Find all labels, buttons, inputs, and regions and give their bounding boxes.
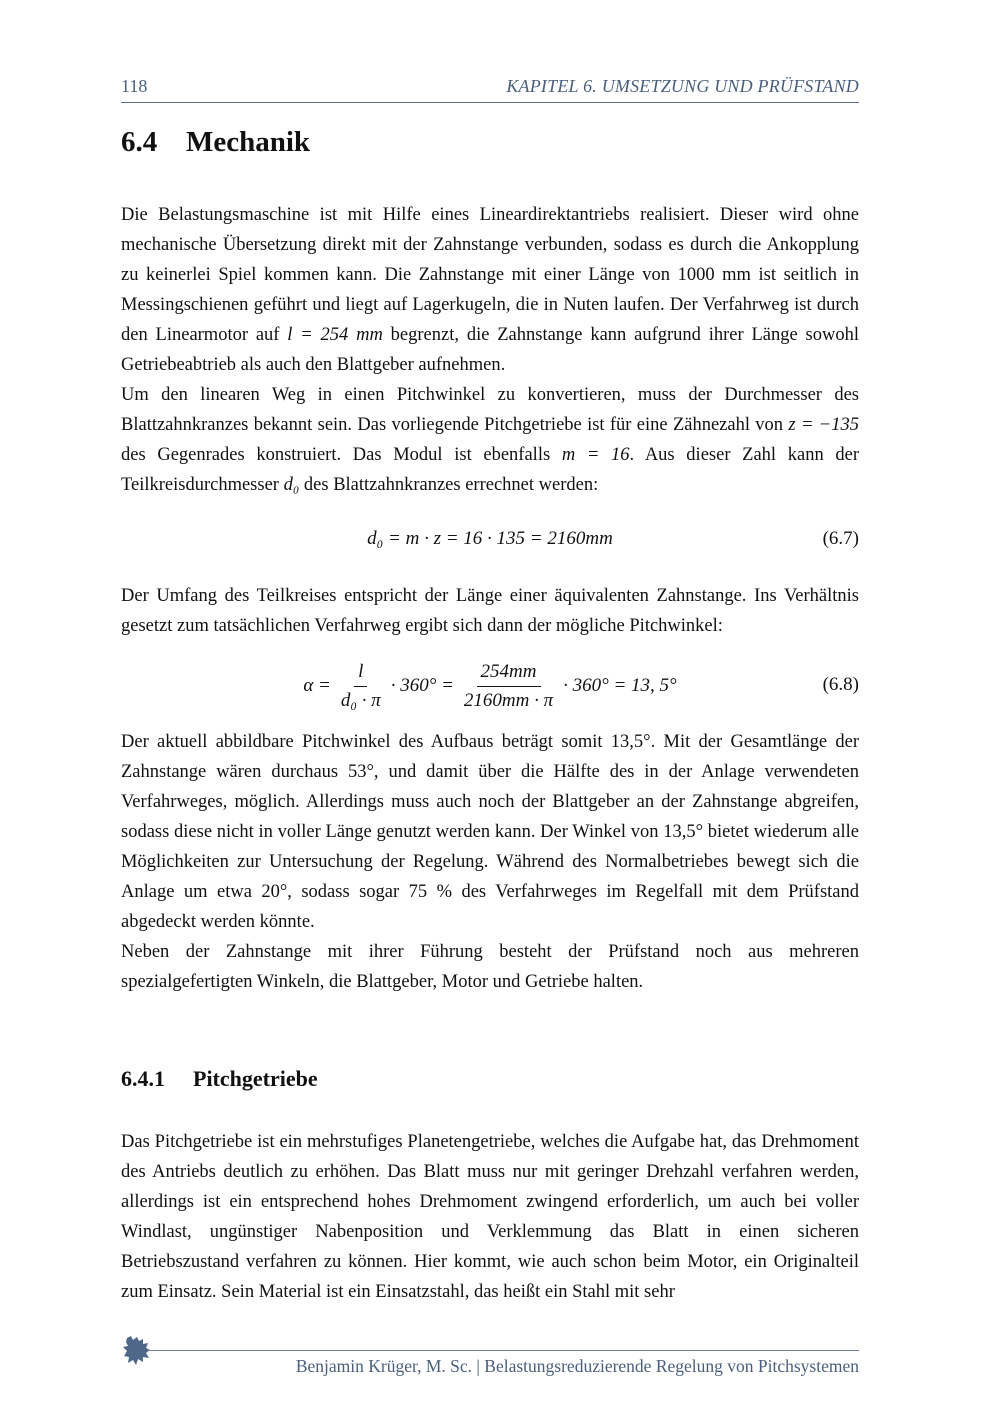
footer-rule bbox=[147, 1350, 859, 1351]
eq8-frac1-denominator: d₀ · π bbox=[340, 689, 381, 711]
eq8-fraction-2 bbox=[460, 660, 557, 713]
para1-text-b: begrenzt, die Zahnstange kann aufgrund ihrer Länge sowohl Getriebeabtrieb als auch den Blattgeber aufnehmen. bbox=[121, 325, 859, 375]
eq8-fraction-1 bbox=[337, 660, 385, 713]
paragraph-circumference: Der Umfang des Teilkreises entspricht der Länge einer äquivalenten Zahnstange. Ins Verhältnis gesetzt zum tatsächlichen Verfahrweg ergibt sich dann der mögliche Pitchwinkel: bbox=[121, 586, 859, 636]
page-header bbox=[121, 76, 859, 103]
paragraph-diameter bbox=[121, 380, 859, 500]
section-heading bbox=[121, 126, 310, 159]
paragraph-test-bench: Neben der Zahnstange mit ihrer Führung besteht der Prüfstand noch aus mehreren spezialgefertigten Winkeln, die Blattgeber, Motor und Getriebe halten. bbox=[121, 942, 859, 992]
equation-6-7-number: (6.7) bbox=[822, 528, 859, 549]
inline-math-module: m = 16 bbox=[561, 445, 630, 465]
subsection-title: Pitchgetriebe bbox=[193, 1066, 318, 1091]
heraldic-lion-logo-icon bbox=[121, 1334, 153, 1368]
inline-math-teeth: z = −135 bbox=[788, 415, 859, 435]
running-chapter-title: KAPITEL 6. UMSETZUNG UND PRÜFSTAND bbox=[506, 76, 859, 96]
equation-6-8-number: (6.8) bbox=[822, 674, 859, 695]
eq8-mid: · 360° = bbox=[390, 675, 454, 696]
eq8-frac2-denominator: 2160mm · π bbox=[463, 689, 554, 711]
page-number: 118 bbox=[121, 76, 148, 96]
para2-text-a: Um den linearen Weg in einen Pitchwinkel zu konvertieren, muss der Durchmesser des Blattzahnkranzes bekannt sein. Das vorliegende Pitchgetriebe ist für eine Zähnezahl von bbox=[121, 385, 859, 435]
section-title: Mechanik bbox=[186, 126, 311, 158]
page-footer bbox=[121, 1330, 859, 1390]
para2-text-b: des Gegenrades konstruiert. Das Modul ist ebenfalls bbox=[121, 445, 562, 465]
para2-text-c: . Aus dieser Zahl kann der Teilkreisdurchmesser bbox=[121, 445, 859, 495]
equation-6-7-body: d₀ = m · z = 16 · 135 = 2160mm bbox=[367, 528, 613, 549]
inline-math-d0: d₀ bbox=[283, 475, 300, 495]
inline-math-travel: l = 254 mm bbox=[287, 325, 383, 345]
paragraph-pitch-gear: Das Pitchgetriebe ist ein mehrstufiges Planetengetriebe, welches die Aufgabe hat, das Drehmoment des Antriebs deutlich zu erhöhen. Das Blatt muss nur mit geringer Drehzahl verfahren werden, allerdings ist ein entsprechend hohes Drehmoment zwingend erforderlich, um auch bei voller Windlast, ungünstiger Nabenposition und Verklemmung das Blatt in einen sicheren Betriebszustand verfahren zu können. Hier kommt, wie auch schon beim Motor, ein Originalteil zum Einsatz. Sein Material ist ein Einsatzstahl, das heißt ein Stahl mit sehr bbox=[121, 1132, 859, 1302]
footer-author-title: Benjamin Krüger, M. Sc. | Belastungsreduzierende Regelung von Pitchsystemen bbox=[295, 1356, 859, 1376]
section-number: 6.4 bbox=[121, 126, 158, 158]
eq8-frac2-numerator: 254mm bbox=[477, 660, 541, 687]
subsection-heading bbox=[121, 1066, 318, 1092]
para2-text-d: des Blattzahnkranzes errechnet werden: bbox=[299, 475, 599, 495]
eq8-rhs: · 360° = 13, 5° bbox=[563, 675, 677, 696]
equation-6-7 bbox=[121, 528, 859, 568]
eq8-lhs: α = bbox=[303, 675, 331, 696]
para1-text-a: Die Belastungsmaschine ist mit Hilfe eines Lineardirektantriebs realisiert. Dieser wird ohne mechanische Übersetzung direkt mit der Zahnstange verbunden, sodass es durch die Ankopplung zu keinerlei Spiel kommen kann. Die Zahnstange mit einer Länge von 1000 mm ist seitlich in Messingschienen geführt und liegt auf Lagerkugeln, die in Nuten laufen. Der Verfahrweg ist durch den Linearmotor auf bbox=[121, 205, 859, 345]
eq8-frac1-numerator: l bbox=[354, 660, 367, 687]
paragraph-intro bbox=[121, 200, 859, 380]
paragraph-pitch-angle: Der aktuell abbildbare Pitchwinkel des Aufbaus beträgt somit 13,5°. Mit der Gesamtlänge der Zahnstange wären durchaus 53°, und damit über die Hälfte des in der Anlage verwendeten Verfahrweges, möglich. Allerdings muss auch noch der Blattgeber an der Zahnstange abgreifen, sodass diese nicht in voller Länge genutzt werden kann. Der Winkel von 13,5° bietet wiederum alle Möglichkeiten zur Untersuchung der Regelung. Während des Normalbetriebes bewegt sich die Anlage um etwa 20°, sodass sogar 75 % des Verfahrweges im Regelfall mit dem Prüfstand abgedeckt werden könnte. bbox=[121, 732, 859, 932]
subsection-number: 6.4.1 bbox=[121, 1066, 165, 1091]
equation-6-8 bbox=[121, 656, 859, 716]
